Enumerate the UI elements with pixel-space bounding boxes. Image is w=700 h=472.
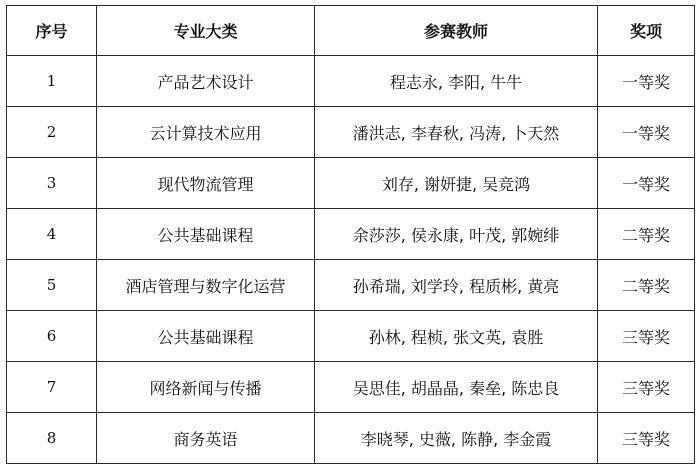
cell-teachers: 孙希瑞, 刘学玲, 程质彬, 黄亮 — [315, 260, 598, 311]
table-row — [7, 260, 695, 311]
table-row — [7, 209, 695, 260]
header-major: 专业大类 — [97, 6, 315, 56]
header-row — [7, 6, 695, 56]
cell-award: 一等奖 — [598, 107, 695, 158]
cell-number: 8 — [7, 413, 97, 464]
header-teachers: 参赛教师 — [315, 6, 598, 56]
cell-major: 产品艺术设计 — [97, 56, 315, 107]
cell-major: 酒店管理与数字化运营 — [97, 260, 315, 311]
cell-award: 一等奖 — [598, 158, 695, 209]
cell-award: 二等奖 — [598, 209, 695, 260]
cell-teachers: 孙林, 程桢, 张文英, 袁胜 — [315, 311, 598, 362]
cell-award: 二等奖 — [598, 260, 695, 311]
cell-number: 4 — [7, 209, 97, 260]
cell-teachers: 刘存, 谢妍捷, 吴竞鸿 — [315, 158, 598, 209]
cell-award: 一等奖 — [598, 56, 695, 107]
cell-major: 商务英语 — [97, 413, 315, 464]
cell-teachers: 吴思佳, 胡晶晶, 秦垒, 陈忠良 — [315, 362, 598, 413]
table-body — [7, 56, 695, 464]
cell-teachers: 李晓琴, 史薇, 陈静, 李金霞 — [315, 413, 598, 464]
cell-major: 云计算技术应用 — [97, 107, 315, 158]
cell-number: 3 — [7, 158, 97, 209]
cell-teachers: 程志永, 李阳, 牛牛 — [315, 56, 598, 107]
cell-award: 三等奖 — [598, 413, 695, 464]
cell-major: 现代物流管理 — [97, 158, 315, 209]
cell-major: 公共基础课程 — [97, 209, 315, 260]
table-row — [7, 158, 695, 209]
table-row — [7, 56, 695, 107]
table-row — [7, 362, 695, 413]
cell-number: 7 — [7, 362, 97, 413]
cell-teachers: 余莎莎, 侯永康, 叶茂, 郭婉绯 — [315, 209, 598, 260]
cell-major: 网络新闻与传播 — [97, 362, 315, 413]
cell-number: 1 — [7, 56, 97, 107]
cell-teachers: 潘洪志, 李春秋, 冯涛, 卜天然 — [315, 107, 598, 158]
header-number: 序号 — [7, 6, 97, 56]
table-row — [7, 413, 695, 464]
cell-number: 5 — [7, 260, 97, 311]
cell-award: 三等奖 — [598, 311, 695, 362]
cell-number: 2 — [7, 107, 97, 158]
cell-number: 6 — [7, 311, 97, 362]
table-row — [7, 107, 695, 158]
awards-table — [6, 5, 695, 464]
header-award: 奖项 — [598, 6, 695, 56]
cell-major: 公共基础课程 — [97, 311, 315, 362]
cell-award: 三等奖 — [598, 362, 695, 413]
table-row — [7, 311, 695, 362]
table-header — [7, 6, 695, 56]
